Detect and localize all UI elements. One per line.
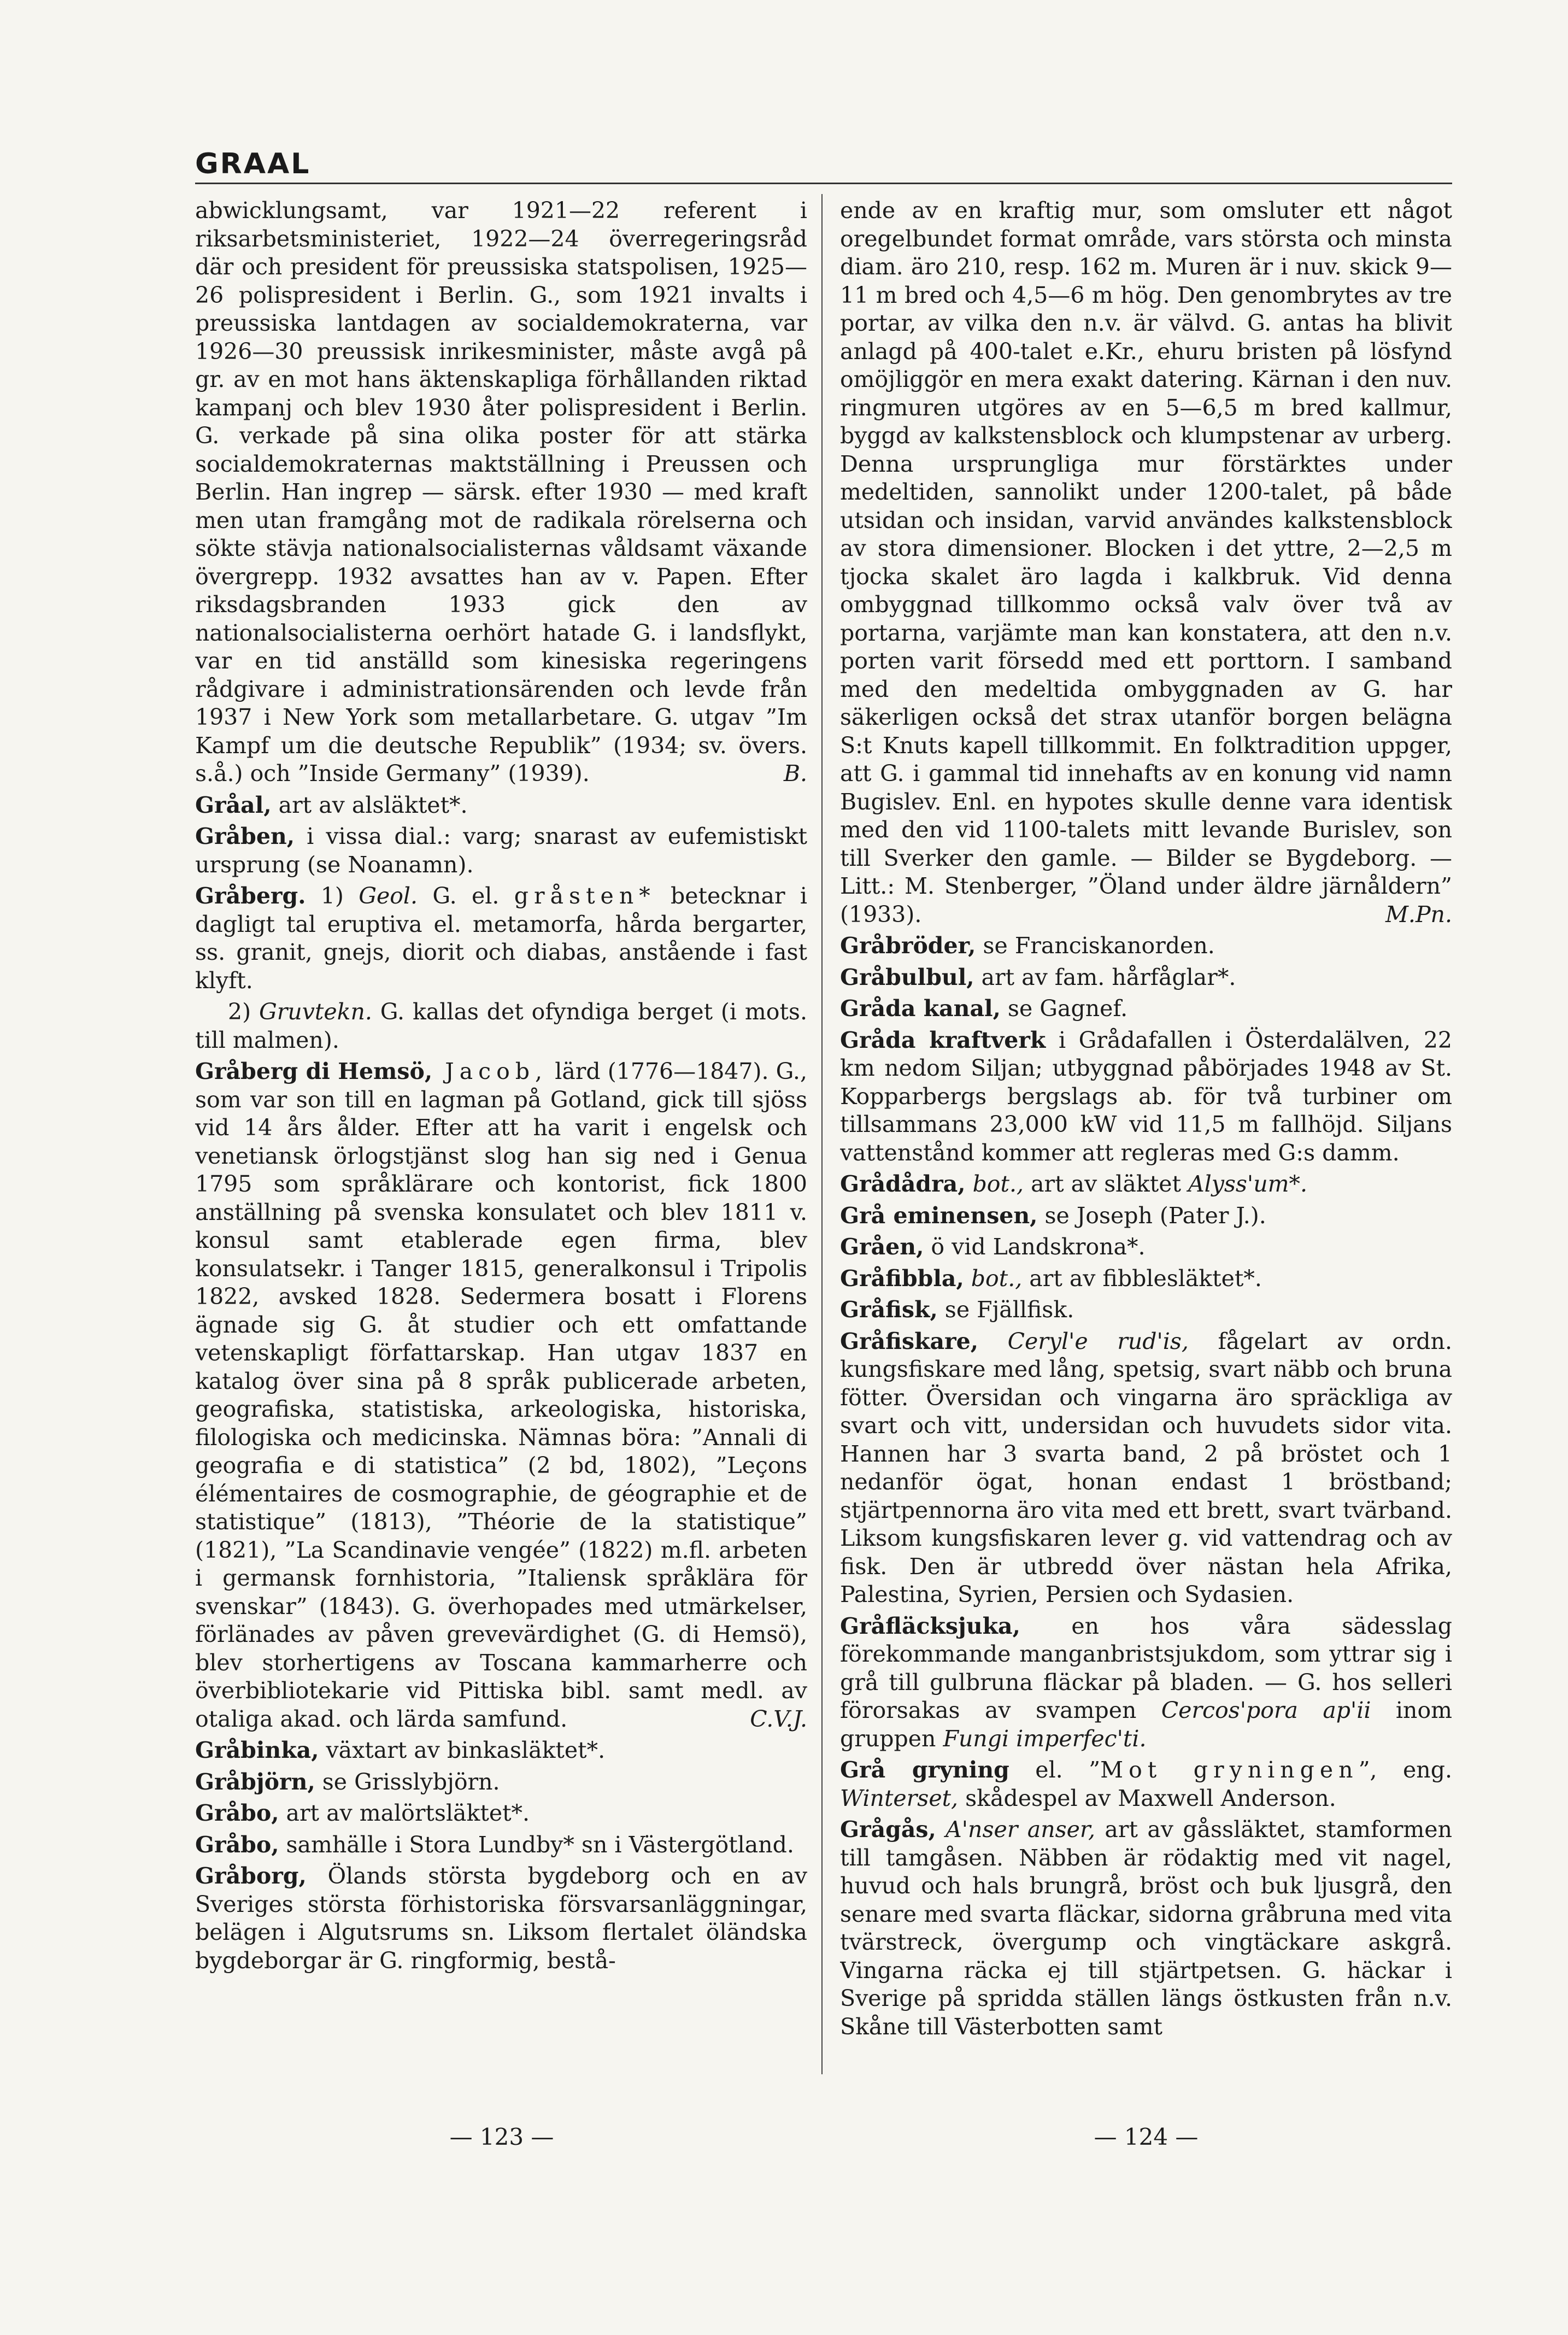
entry-text-italic: Alyss'um*. [1188,1171,1308,1197]
entry-text: 2) [228,999,259,1025]
entry-text: el. ” [1009,1757,1101,1783]
entry-text: se Gagnef. [1000,995,1128,1022]
entry-text: fågelart av ordn. kungsfiskare med lång, spetsig, svart näbb och bruna fötter. Översidan och vingarna äro spräckliga av svart och vitt, undersidan och huvudets sidor vita. Hannen har 3 svarta band, 2 på bröstet och 1 nedanför ögat, honan endast 1 bröstband; stjärtpennorna äro vita med ett brett, svart tvärband. Liksom kungsfiskaren lever g. vid vattendrag och av fisk. Den är utbredd över nästan hela Afrika, Palestina, Syrien, Persien och Sydasien. [840,1328,1452,1607]
entry-text-spaced: Mot gryningen [1100,1757,1359,1783]
entry-headword: Gråfiskare, [840,1328,979,1354]
entry-headword: Gråen, [840,1234,924,1260]
entry-headword: Gråbinka, [195,1737,319,1763]
entry-graberg-sense-2 [195,998,807,1054]
entry-text: växtart av binkasläktet*. [319,1737,606,1763]
entry-text-italic: Winterset, [840,1785,959,1811]
entry-headword: Gråbo, [195,1831,279,1858]
page-number-left: — 123 — [449,2123,554,2150]
entry-text: art av alsläktet*. [271,791,468,818]
entry-graflacksjuka [840,1612,1452,1753]
entry-text: 1) [306,883,359,909]
entry-grabinka [195,1736,807,1765]
entry-text: art av släktet [1024,1171,1188,1197]
entry-gra-eminensen [840,1202,1452,1230]
entry-text: art av fam. hårfåglar*. [974,964,1236,990]
entry-text-italic: bot., [965,1171,1024,1197]
entry-gradadra [840,1170,1452,1199]
entry-text: se Grisslybjörn. [315,1768,500,1795]
entry-text-italic: Cercos'pora ap'ii [1161,1697,1371,1723]
entry-text: betecknar i dagligt tal eruptiva el. metamorfa, hårda bergarter, ss. granit, gnejs, diorit och diabas, anstående i fast klyft. [195,883,807,994]
entry-graborg [195,1862,807,1975]
entry-gragas [840,1816,1452,2041]
entry-text: abwicklungsamt, var 1921—22 referent i riksarbetsministeriet, 1922—24 överregeringsråd där och president för preussiska statspolisen, 1925—26 polispresident i Berlin. G., som 1921 invalts i preussiska lantdagen av socialdemokraterna, var 1926—30 preussisk inrikesminister, måste avgå på gr. av en mot hans äktenskapliga förhållanden riktad kampanj och blev 1930 åter polispresident i Berlin. G. verkade på sina olika poster för att stärka socialdemokraternas maktställning i Preussen och Berlin. Han ingrep — särsk. efter 1930 — med kraft men utan framgång mot de radikala rörelserna och sökte stävja nationalsocialisternas våldsamt växande övergrepp. 1932 avsattes han av v. Papen. Efter riksdagsbranden 1933 gick den av nationalsocialisterna oerhört hatade G. i landsflykt, var en tid anställd som kinesiska regeringens rådgivare i administrationsärenden och levde från 1937 i New York som metallarbetare. G. utgav ”Im Kampf um die deutsche Republik” (1934; sv. övers. s.å.) och ”Inside Germany” (1939). [195,197,807,787]
entry-text: se Joseph (Pater J.). [1037,1202,1266,1229]
entry-text-spaced: Jacob, [432,1058,548,1084]
entry-text-italic: Ceryl'e rud'is, [978,1328,1189,1354]
entry-text: ö vid Landskrona*. [924,1234,1146,1260]
entry-grabjorn [195,1768,807,1797]
entry-graal [195,791,807,820]
entry-graberg [195,882,807,995]
entry-grafibbla [840,1265,1452,1293]
entry-headword: Grådådra, [840,1171,966,1197]
entry-grabo-plant [195,1799,807,1828]
entry-text: Ölands största bygdeborg och en av Sveriges största förhistoriska försvarsanläggningar, belägen i Algutsrums sn. Liksom flertalet öländska bygdeborgar är G. ringformig, bestå- [195,1863,807,1974]
entry-headword: Gråbulbul, [840,964,974,990]
entry-headword: Gråbo, [195,1800,279,1826]
entry-text: se Franciskanorden. [976,932,1215,959]
entry-headword: Gråfläcksjuka, [840,1612,1020,1639]
entry-text: i vissa dial.: varg; snarast av eufemistiskt ursprung (se Noanamn). [195,823,807,878]
entry-text: inom gruppen [840,1697,1452,1752]
entry-grada-kraftverk [840,1026,1452,1168]
entry-text: G. el. [418,883,514,909]
entry-headword: Gråfisk, [840,1296,938,1323]
entry-grada-kanal [840,995,1452,1023]
entry-headword: Grågås, [840,1816,936,1843]
entry-text: samhälle i Stora Lundby* sn i Västergötland. [279,1831,794,1858]
right-column [840,197,1452,2121]
entry-headword: Gråbjörn, [195,1768,315,1795]
entry-text: i Grådafallen i Österdalälven, 22 km nedom Siljan; utbyggnad påbörjades 1948 av St. Kopparbergs bergslags ab. för två turbiner om tillsammans 23,000 kW vid 11,5 m fallhöjd. Siljans vattenstånd kommer att regleras med G:s damm. [840,1026,1452,1166]
entry-text: skådespel av Maxwell Anderson. [958,1785,1336,1811]
entry-text: art av gåssläktet, stamformen till tamgåsen. Näbben är rödaktig med vit nagel, huvud och hals brungrå, bröst och buk ljusgrå, den senare med svarta fläckar, sidorna gråbruna med vita tvärstreck, övergump och vingtäckare askgrå. Vingarna räcka ej till stjärtpetsen. G. häckar i Sverige på spridda ställen längs östkusten från n.v. Skåne till Västerbotten samt [840,1816,1452,2040]
entry-text-italic: A'nser anser, [936,1816,1096,1843]
entry-headword: Gråberg. [195,883,306,909]
entry-headword: Grå eminensen, [840,1202,1038,1229]
entry-headword: Grå gryning [840,1757,1009,1783]
entry-text-spaced: gråsten* [514,883,656,909]
entry-grabulbul [840,964,1452,992]
entry-grafisk [840,1296,1452,1324]
entry-text: en hos våra sädesslag förekommande manganbristsjukdom, som yttrar sig i grå till gulbruna fläckar på bladen. — G. hos selleri förorsakas av svampen [840,1612,1452,1723]
entry-gra-gryning [840,1756,1452,1812]
entry-text-italic: Geol. [359,883,418,909]
entry-headword: Gråfibbla, [840,1265,964,1292]
continued-entry [840,197,1452,929]
entry-grabroder [840,932,1452,960]
running-head: GRAAL [195,148,311,180]
entry-graen [840,1233,1452,1262]
author-signature: B. [783,760,807,787]
entry-headword: Gråben, [195,823,295,849]
entry-text: art av fibblesläktet*. [1022,1265,1262,1292]
author-signature: M.Pn. [1385,901,1452,928]
entry-text: se Fjällfisk. [937,1296,1074,1323]
left-column [195,197,807,2121]
entry-headword: Gråal, [195,791,272,818]
continued-entry [195,197,807,788]
entry-graberg-di-hemso [195,1058,807,1733]
page-number-right: — 124 — [1094,2123,1199,2150]
entry-graben [195,823,807,879]
column-divider [821,194,823,2074]
entry-headword: Gråda kraftverk [840,1026,1046,1053]
entry-headword: Gråberg di Hemsö, [195,1058,433,1084]
author-signature: C.V.J. [750,1705,807,1732]
entry-text: G. kallas det ofyndiga berget (i mots. till malmen). [195,999,807,1053]
entry-grafiskare [840,1328,1452,1609]
entry-text: art av malörtsläktet*. [279,1800,530,1826]
entry-text: ende av en kraftig mur, som omsluter ett något oregelbundet format område, vars största och minsta diam. äro 210, resp. 162 m. Muren är i nuv. skick 9—11 m bred och 4,5—6 m hög. Den genombrytes av tre portar, av vilka den n.v. är välvd. G. antas ha blivit anlagd på 400-talet e.Kr., ehuru bristen på lösfynd omöjliggör en mera exakt datering. Kärnan i den nuv. ringmuren utgöres av en 5—6,5 m bred kallmur, byggd av kalkstensblock och klumpstenar av urberg. Denna ursprungliga mur förstärktes under medeltiden, sannolikt under 1200-talet, på både utsidan och insidan, varvid användes kalkstensblock av stora dimensioner. Blocken i det yttre, 2—2,5 m tjocka skalet äro lagda i kalkbruk. Vid denna ombyggnad tillkommo också valv över två av portarna, varjämte man kan konstatera, att den n.v. porten varit försedd med ett porttorn. I samband med den medeltida ombyggnaden av G. har säkerligen också det strax utanför borgen belägna S:t Knuts kapell tillkommit. En folktradition uppger, att G. i gammal tid innehafts av en konung vid namn Bugislev. Enl. en hypotes skulle denne vara identisk med den vid 1100-talets mitt levande Burislev, son till Sverker den gamle. — Bilder se Bygdeborg. — Litt.: M. Stenberger, ”Öland under äldre järnåldern” (1933). [840,197,1452,928]
entry-text-italic: Fungi imperfec'ti. [943,1725,1147,1752]
entry-text: lärd (1776—1847). G., som var son till en lagman på Gotland, gick till sjöss vid 14 års ålder. Efter att ha varit i engelsk och venetiansk örlogstjänst slog han sig ned i Genua 1795 som språklärare och kontorist, fick 1800 anställning på svenska konsulatet och blev 1811 v. konsul samt etablerade egen firma, blev konsulatsekr. i Tanger 1815, generalkonsul i Tripolis 1822, avsked 1828. Sedermera bosatt i Florens ägnade sig G. åt studier och ett omfattande vetenskapligt författarskap. Han utgav 1837 en katalog över sina på 8 språk publicerade arbeten, geografiska, statistiska, arkeologiska, historiska, filologiska och medicinska. Nämnas böra: ”Annali di geografia e di statistica” (2 bd, 1802), ”Leçons élémentaires de cosmographie, de géographie et de statistique” (1813), ”Théorie de la statistique” (1821), ”La Scandinavie vengée” (1822) m.fl. arbeten i germansk fornhistoria, ”Italiensk språklära för svenskar” (1843). G. överhopades med utmärkelser, förlänades av påven grevevärdighet (G. di Hemsö), blev storhertigens av Toscana kammarherre och överbibliotekarie vid Pittiska bibl. samt medl. av otaliga akad. och lärda samfund. [195,1058,807,1732]
entry-headword: Gråborg, [195,1863,307,1889]
entry-headword: Gråbröder, [840,932,976,959]
entry-text-italic: bot., [964,1265,1023,1292]
entry-text-italic: Gruvtekn. [259,999,372,1025]
header-rule [195,183,1452,184]
entry-headword: Gråda kanal, [840,995,1001,1022]
entry-grabo-place [195,1831,807,1859]
entry-text: ”, eng. [1358,1757,1452,1783]
